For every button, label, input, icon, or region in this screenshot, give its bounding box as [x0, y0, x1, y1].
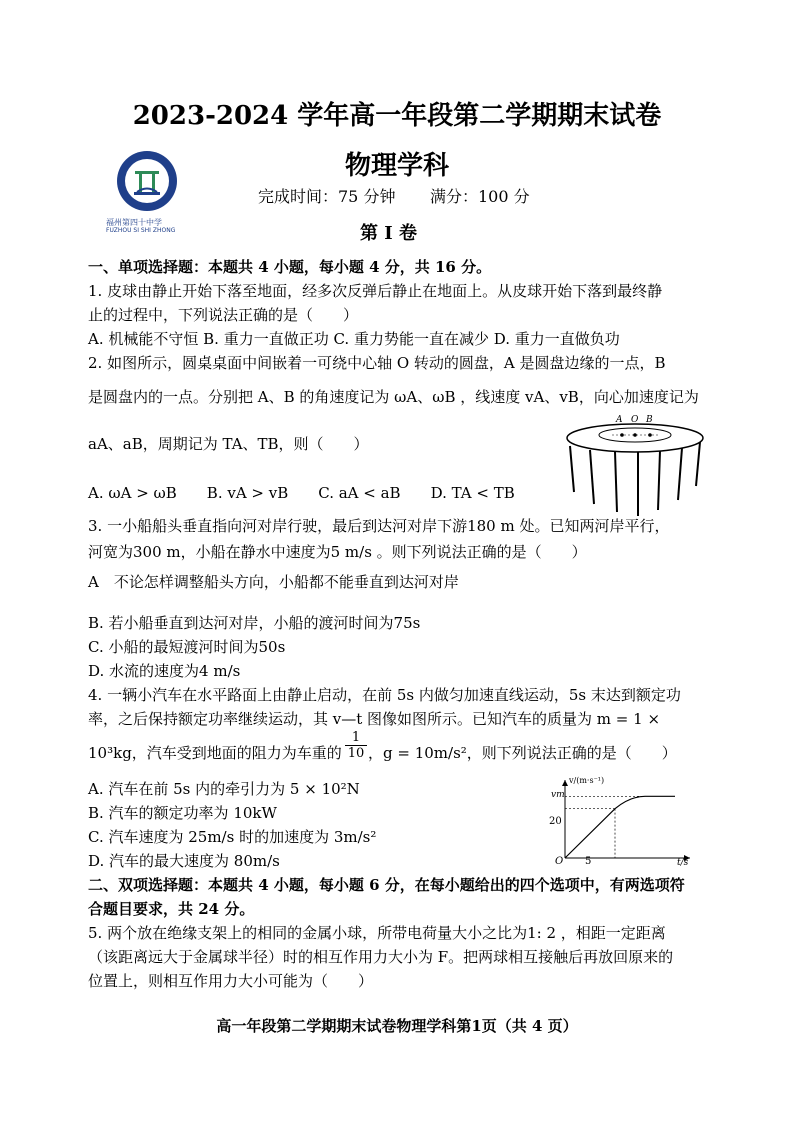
q4-option-a: A. 汽车在前 5s 内的牵引力为 5 × 10²N: [88, 780, 360, 798]
series-line-v-t: [565, 796, 675, 858]
q2-options: A. ωA > ωB B. vA > vB C. aA < aB D. TA < TB: [88, 484, 515, 502]
score-info: 满分：100 分: [430, 187, 530, 206]
q2-line3: aA、aB，周期记为 TA、TB，则（ ）: [88, 435, 369, 453]
q5-line3: 位置上，则相互作用力大小可能为（ ）: [88, 972, 374, 990]
vt-chart: [545, 776, 695, 870]
school-logo: [106, 147, 182, 237]
time-info: 完成时间：75 分钟: [258, 187, 396, 206]
y-axis-arrow-icon: [562, 780, 568, 786]
section1-heading: 一、单项选择题：本题共 4 小题，每小题 4 分，共 16 分。: [88, 258, 492, 276]
q2-line2: 是圆盘内的一点。分别把 A、B 的角速度记为 ωA、ωB ，线速度 vA、vB，向心加速度记为: [88, 388, 699, 406]
q1-options: A. 机械能不守恒 B. 重力一直做正功 C. 重力势能一直在减少 D. 重力一直做负功: [88, 330, 620, 348]
q5-line1: 5. 两个放在绝缘支架上的相同的金属小球，所带电荷量大小之比为1: 2 ，相距一定距离: [88, 924, 666, 942]
q4-line3a: 10³kg，汽车受到地面的阻力为车重的: [88, 744, 342, 762]
q1-line1: 1. 皮球由静止开始下落至地面，经多次反弹后静止在地面上。从皮球开始下落到最终静: [88, 282, 663, 300]
page-footer: 高一年段第二学期期末试卷物理学科第1页（共 4 页）: [216, 1017, 578, 1035]
fig-label-o: O: [631, 415, 639, 425]
fraction: [345, 730, 367, 761]
q3-line2: 河宽为300 m，小船在静水中速度为5 m/s 。则下列说法正确的是（ ）: [88, 543, 587, 561]
q4-option-d: D. 汽车的最大速度为 80m/s: [88, 852, 280, 870]
section2-line1: 二、双项选择题：本题共 4 小题，每小题 6 分，在每小题给出的四个选项中，有两选项符: [88, 876, 685, 894]
q3-line1: 3. 一小船船头垂直指向河对岸行驶，最后到达河对岸下游180 m 处。已知两河岸平行，: [88, 517, 670, 535]
round-table-figure: [560, 412, 710, 522]
section2-line2: 合题目要求，共 24 分。: [88, 900, 255, 918]
q3-option-c: C. 小船的最短渡河时间为50s: [88, 638, 286, 656]
q1-line2: 止的过程中，下列说法正确的是（ ）: [88, 306, 359, 324]
fraction-numerator: 1: [345, 730, 367, 746]
q4-option-c: C. 汽车速度为 25m/s 时的加速度为 3m/s²: [88, 828, 377, 846]
origin-label: O: [555, 856, 564, 867]
fig-label-b: B: [646, 415, 653, 425]
q4-option-b: B. 汽车的额定功率为 10kW: [88, 804, 277, 822]
q2-line1: 2. 如图所示，圆桌桌面中间嵌着一可绕中心轴 O 转动的圆盘，A 是圆盘边缘的一点，B: [88, 354, 666, 372]
x-tick-label-5: 5: [585, 856, 592, 867]
q4-line2: 率，之后保持额定功率继续运动，其 v—t 图像如图所示。已知汽车的质量为 m = 1 ×: [88, 710, 661, 728]
q4-line1: 4. 一辆小汽车在水平路面上由静止启动，在前 5s 内做匀加速直线运动，5s 末达到额定功: [88, 686, 681, 704]
subject-title: 物理学科: [344, 151, 449, 181]
q3-option-a: A 不论怎样调整船头方向，小船都不能垂直到达河对岸: [88, 573, 459, 591]
y-tick-label-vm: vm: [551, 790, 565, 800]
q5-line2: （该距离远大于金属球半径）时的相互作用力大小为 F。把两球相互接触后再放回原来的: [88, 948, 674, 966]
y-tick-label-20: 20: [549, 816, 562, 827]
y-axis-label: v/(m·s⁻¹): [569, 776, 605, 785]
fraction-denominator: 10: [347, 746, 365, 761]
q4-line3b: ，g = 10m/s²，则下列说法正确的是（ ）: [368, 744, 677, 762]
logo-text-cn: 福州第四十中学: [106, 218, 162, 227]
fig-label-a: A: [616, 415, 623, 425]
exam-title: 2023-2024 学年高一年段第二学期期末试卷: [132, 101, 662, 131]
q3-option-d: D. 水流的速度为4 m/s: [88, 662, 241, 680]
volume-label: 第 I 卷: [360, 223, 417, 244]
x-axis-label: t/s: [677, 858, 689, 868]
q3-option-b: B. 若小船垂直到达河对岸，小船的渡河时间为75s: [88, 614, 421, 632]
logo-text-en: FUZHOU SI SHI ZHONG: [106, 227, 176, 234]
